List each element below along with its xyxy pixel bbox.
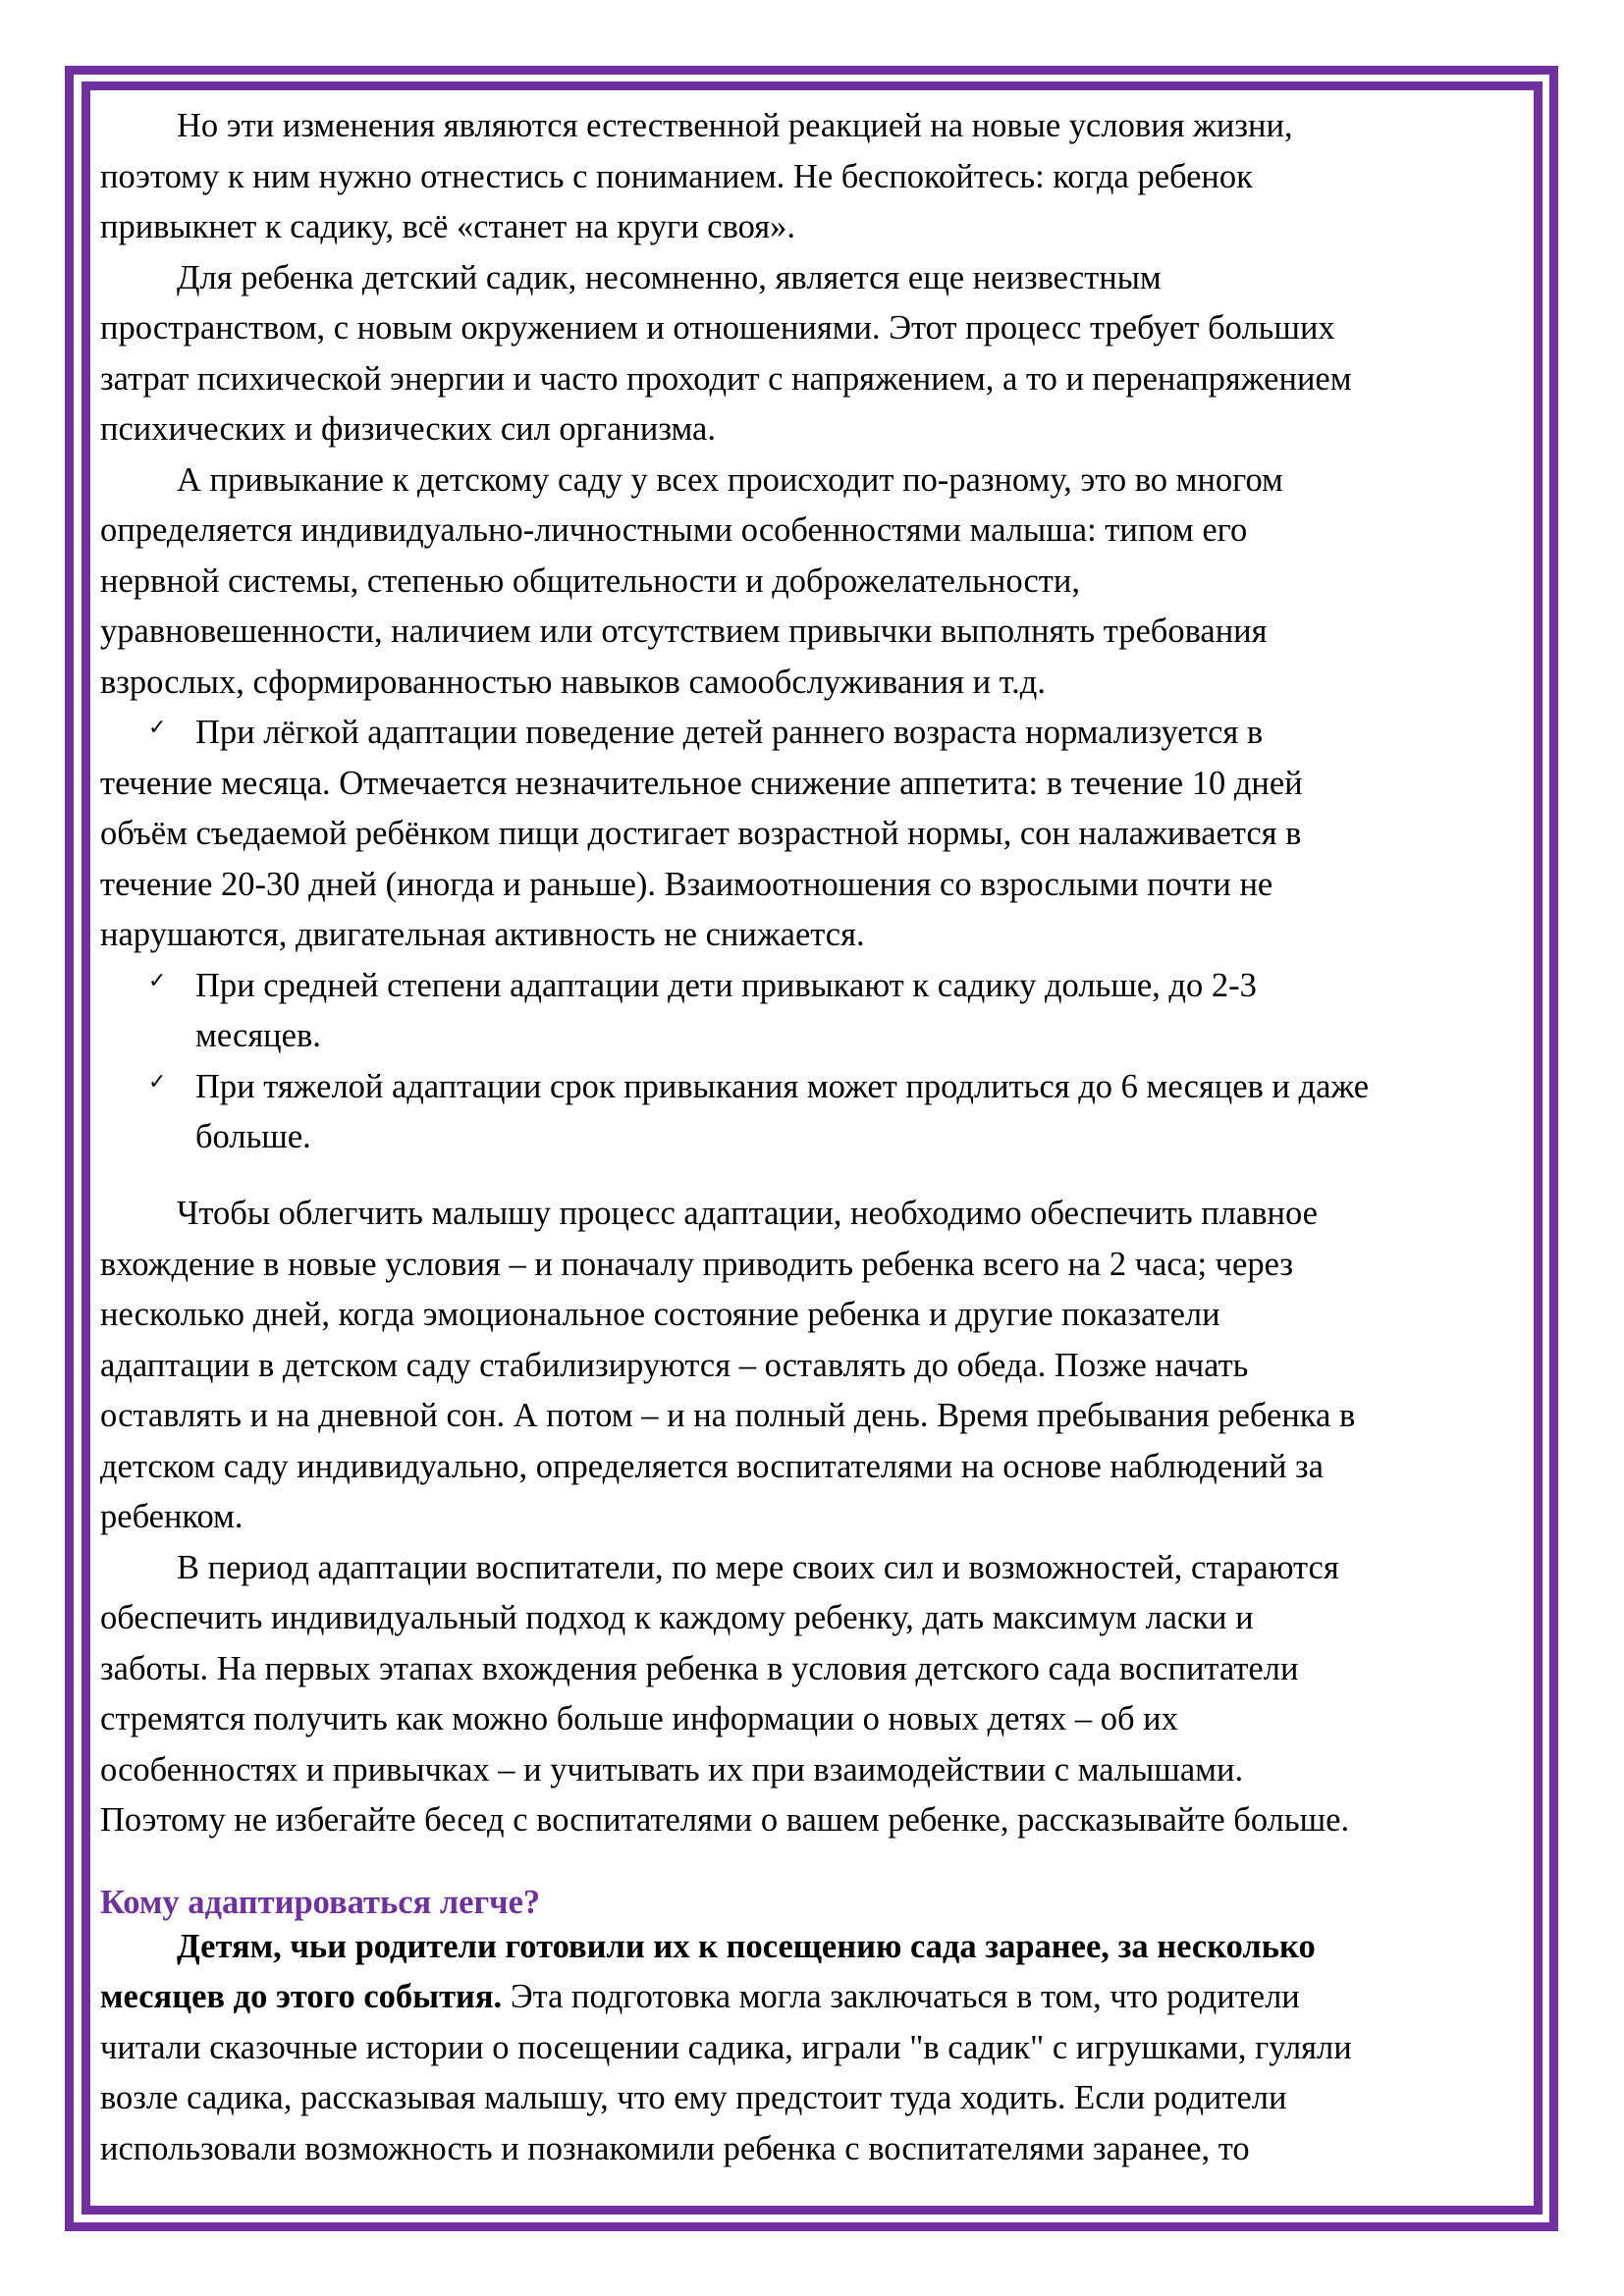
check-icon: ✓ xyxy=(148,1070,167,1095)
section-paragraph-line xyxy=(177,1927,1316,1966)
section-paragraph-line: возле садика, рассказывая малышу, что ему предстоит туда ходить. Если родители xyxy=(100,2079,1287,2116)
section-paragraph-line xyxy=(100,1977,1300,2016)
section-paragraph-line: использовали возможность и познакомили ребенка с воспитателями заранее, то xyxy=(100,2130,1250,2167)
section-paragraph-line: читали сказочные истории о посещении садика, играли "в садик" с игрушками, гуляли xyxy=(100,2029,1352,2066)
paragraph-4-line: несколько дней, когда эмоциональное состояние ребенка и другие показатели xyxy=(100,1296,1220,1333)
check-icon: ✓ xyxy=(148,716,167,740)
paragraph-2-line: Для ребенка детский садик, несомненно, является еще неизвестным xyxy=(177,259,1162,296)
paragraph-5-line: обеспечить индивидуальный подход к каждому ребенку, дать максимум ласки и xyxy=(100,1599,1254,1636)
paragraph-4-line: Чтобы облегчить малышу процесс адаптации, необходимо обеспечить плавное xyxy=(177,1195,1318,1232)
paragraph-2-line: психических и физических сил организма. xyxy=(100,410,716,448)
paragraph-1-line: привыкнет к садику, всё «станет на круги своя». xyxy=(100,208,795,245)
bold-lead-text: Детям, чьи родители готовили их к посещению сада заранее, за несколько xyxy=(177,1928,1316,1965)
paragraph-4-line: оставлять и на дневной сон. А потом – и на полный день. Время пребывания ребенка в xyxy=(100,1397,1356,1434)
paragraph-5-line: Поэтому не избегайте бесед с воспитателями о вашем ребенке, рассказывайте больше. xyxy=(100,1801,1350,1839)
paragraph-5-line: особенностях и привычках – и учитывать их при взаимодействии с малышами. xyxy=(100,1751,1244,1789)
paragraph-5-line: стремятся получить как можно больше информации о новых детях – об их xyxy=(100,1700,1178,1737)
paragraph-3-line: взрослых, сформированностью навыков самообслуживания и т.д. xyxy=(100,664,1046,701)
bullet-1-line: нарушаются, двигательная активность не снижается. xyxy=(100,916,865,953)
paragraph-3-line: уравновешенности, наличием или отсутствием привычки выполнять требования xyxy=(100,613,1268,650)
bullet-2-line: При средней степени адаптации дети привыкают к садику дольше, до 2-3 xyxy=(195,967,1257,1004)
paragraph-3-line: нервной системы, степенью общительности и доброжелательности, xyxy=(100,562,1080,600)
bullet-2-line: месяцев. xyxy=(195,1017,321,1054)
bullet-3-line: больше. xyxy=(195,1118,311,1155)
bullet-1-line: объём съедаемой ребёнком пищи достигает возрастной нормы, сон налаживается в xyxy=(100,815,1302,852)
paragraph-4-line: адаптации в детском саду стабилизируются – оставлять до обеда. Позже начать xyxy=(100,1347,1249,1384)
paragraph-2-line: пространством, с новым окружением и отношениями. Этот процесс требует больших xyxy=(100,309,1335,347)
paragraph-3-line: А привыкание к детскому саду у всех происходит по-разному, это во многом xyxy=(177,461,1283,499)
paragraph-2-line: затрат психической энергии и часто проходит с напряжением, а то и перенапряжением xyxy=(100,360,1352,398)
section-text: Эта подготовка могла заключаться в том, что родители xyxy=(502,1978,1300,2015)
paragraph-1-line: Но эти изменения являются естественной реакцией на новые условия жизни, xyxy=(177,107,1293,144)
paragraph-4-line: ребенком. xyxy=(100,1498,244,1535)
check-icon: ✓ xyxy=(148,969,167,993)
bullet-1-line: При лёгкой адаптации поведение детей раннего возраста нормализуется в xyxy=(195,714,1264,751)
paragraph-5-line: В период адаптации воспитатели, по мере своих сил и возможностей, стараются xyxy=(177,1549,1339,1586)
paragraph-5-line: заботы. На первых этапах вхождения ребенка в условия детского сада воспитатели xyxy=(100,1650,1299,1687)
paragraph-4-line: вхождение в новые условия – и поначалу приводить ребенка всего на 2 часа; через xyxy=(100,1246,1293,1283)
bullet-3-line: При тяжелой адаптации срок привыкания может продлиться до 6 месяцев и даже xyxy=(195,1068,1370,1105)
section-heading: Кому адаптироваться легче? xyxy=(100,1884,541,1921)
paragraph-1-line: поэтому к ним нужно отнестись с пониманием. Не беспокойтесь: когда ребенок xyxy=(100,158,1253,195)
paragraph-3-line: определяется индивидуально-личностными особенностями малыша: типом его xyxy=(100,511,1248,549)
bullet-1-line: течение 20-30 дней (иногда и раньше). Взаимоотношения со взрослыми почти не xyxy=(100,866,1273,903)
paragraph-4-line: детском саду индивидуально, определяется воспитателями на основе наблюдений за xyxy=(100,1448,1324,1485)
bullet-1-line: течение месяца. Отмечается незначительное снижение аппетита: в течение 10 дней xyxy=(100,765,1303,802)
bold-lead-text: месяцев до этого события. xyxy=(100,1978,503,2015)
